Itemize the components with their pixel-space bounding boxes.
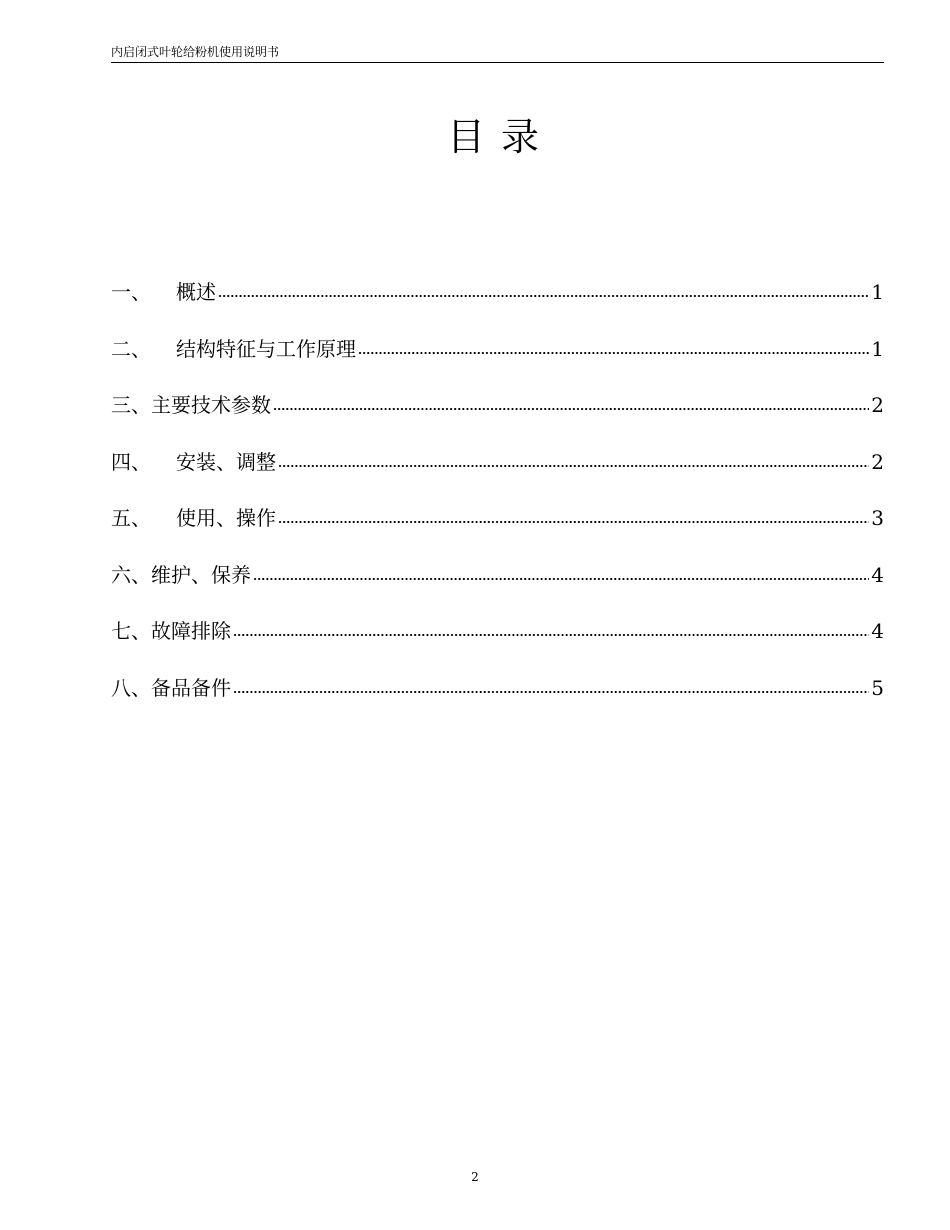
toc-entry-title: 故障排除	[151, 619, 231, 643]
toc-entry-page: 2	[871, 393, 884, 417]
page-header	[111, 44, 884, 63]
table-of-contents	[111, 278, 884, 730]
toc-entry-6[interactable]	[111, 561, 884, 589]
toc-entry-title: 结构特征与工作原理	[176, 336, 356, 361]
toc-entry-1[interactable]	[111, 278, 884, 306]
toc-entry-number: 五、	[111, 506, 151, 530]
toc-entry-page: 3	[871, 506, 884, 530]
toc-entry-number: 八、	[111, 675, 151, 700]
page-number: 2	[471, 1170, 479, 1184]
toc-entry-page: 5	[871, 675, 884, 700]
toc-entry-title: 主要技术参数	[151, 393, 271, 417]
dot-leader	[358, 349, 869, 357]
dot-leader	[233, 631, 869, 639]
dot-leader	[218, 292, 869, 300]
dot-leader	[278, 518, 869, 526]
toc-entry-title: 使用、操作	[176, 506, 276, 530]
toc-entry-page: 1	[871, 336, 884, 361]
toc-entry-number: 三、	[111, 393, 151, 417]
toc-entry-page: 2	[871, 449, 884, 474]
dot-leader	[273, 405, 869, 413]
toc-entry-page: 4	[871, 619, 884, 643]
dot-leader	[253, 575, 869, 583]
toc-entry-title: 安装、调整	[176, 449, 276, 474]
toc-entry-5[interactable]	[111, 504, 884, 532]
toc-entry-number: 四、	[111, 449, 151, 474]
toc-entry-title: 维护、保养	[151, 562, 251, 587]
toc-entry-page: 1	[871, 280, 884, 304]
toc-entry-8[interactable]	[111, 674, 884, 702]
dot-leader	[278, 462, 869, 470]
toc-entry-number: 七、	[111, 619, 151, 643]
dot-leader	[233, 688, 869, 696]
toc-entry-number: 一、	[111, 280, 151, 304]
toc-entry-title: 概述	[176, 280, 216, 304]
toc-entry-2[interactable]	[111, 335, 884, 363]
toc-entry-3[interactable]	[111, 391, 884, 419]
toc-entry-7[interactable]	[111, 617, 884, 645]
toc-entry-page: 4	[871, 562, 884, 587]
header-text: 内启闭式叶轮给粉机使用说明书	[111, 45, 280, 59]
toc-entry-title: 备品备件	[151, 675, 231, 700]
page-title: 目录	[446, 115, 555, 159]
toc-entry-number: 二、	[111, 336, 151, 361]
toc-entry-number: 六、	[111, 562, 151, 587]
toc-entry-4[interactable]	[111, 448, 884, 476]
